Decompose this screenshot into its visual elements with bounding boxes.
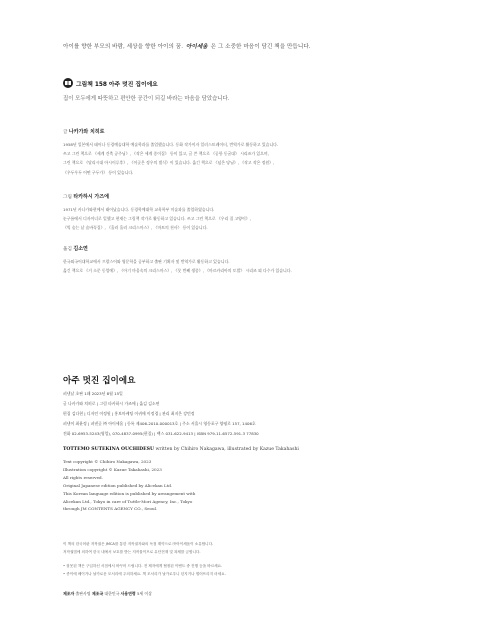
author-bio-line: 《우두우두 어떤 구두가》 등이 있습니다. xyxy=(63,169,134,175)
korean-rights-notice xyxy=(63,541,213,557)
author-bio-line: 쓰고 그린 책으로 《세계 건축 공주님》, 《작은 세계 종이집》 등이 있고, 글 쓴 책으로 《공항 동굴대》 시리즈가 있으며, xyxy=(63,151,269,157)
translator-bio-line: 한국외국어대학교에서 프랑스어와 영문학을 공부하고 출판 기획자 및 번역가로 활동하고 있습니다. xyxy=(63,259,230,264)
slogan-after: 은 그 소중한 마음이 담긴 책을 만듭니다. xyxy=(210,44,311,50)
country-value: 대한민국 xyxy=(104,591,120,596)
illustrator-heading xyxy=(63,193,109,200)
copyright-line: Alicekan Ltd., Tokyo in care of Tuttle-Mori Agency, Inc., Tokyo xyxy=(63,498,193,504)
credits-line: 글 나카가와 치히로 | 그림 타카하시 가즈에 | 옮김 김소연 xyxy=(63,401,160,406)
copyright-line: All rights reserved. xyxy=(63,474,103,480)
series-badge-icon xyxy=(63,78,73,88)
illustrator-bio-line: 1971년 카나가와현에서 태어났습니다. 동경학예대학 교육학부 미술과를 졸업하였습니다. xyxy=(63,207,215,212)
note-line: • 종이에 베이거나 날카로운 모서리에 주의하세요. 책 모서리가 날카로우니 던지거나 떨어뜨리지 마세요. xyxy=(63,571,226,576)
rights-line: 저작권법에 의하여 한국 내에서 보호를 받는 저작물이므로 무단전재 및 복제를 금합니다. xyxy=(63,549,201,554)
copyright-line: through JM CONTENTS AGENCY CO., Seoul. xyxy=(63,506,158,512)
translator-bio xyxy=(63,257,292,275)
original-title: TOTTEMO SUTEKINA OUCHIDESU xyxy=(63,447,154,452)
illustrator-bio xyxy=(63,205,251,233)
original-title-line xyxy=(63,447,299,452)
maker-value: 출판사명 xyxy=(75,591,91,596)
illustrator-bio-line: 《빅 숨는 날 숨바꼭질》, 《흘러 흘러 크리스마스》, 《마트의 천사》 등이 있습니다. xyxy=(63,225,208,231)
country-label: 제조국 xyxy=(91,591,104,596)
publisher-logo: 아이세움 xyxy=(185,44,208,50)
copyright-line: Text copyright © Chihiro Nakagawa, 2023 xyxy=(63,459,152,464)
series-title: 그림책 158 아주 멋진 집이에요 xyxy=(76,81,158,88)
author-bio xyxy=(63,140,278,177)
safety-notes xyxy=(63,563,226,578)
copyright-line: This Korean language edition is published by arrangement with xyxy=(63,490,196,496)
imprint-slogan xyxy=(63,42,311,50)
rights-line: 이 책의 한국어판 저작권은 JMCA를 통한 저작권자와의 독점 계약으로 ㈜아이세움이 소유합니다. xyxy=(63,542,214,546)
illustrator-name: 타카하시 가즈에 xyxy=(73,194,109,200)
series-description: 집이 모두에게 따뜻하고 편안한 공간이 되길 바라는 마음을 담았습니다. xyxy=(63,96,230,102)
copyright-line: Original Japanese edition published by Alicekan Ltd. xyxy=(63,482,173,488)
translator-role: 옮김 xyxy=(63,247,72,252)
original-byline: written by Chihiro Nakagawa, illustrated by Kazue Takahashi xyxy=(154,447,299,452)
publisher-line: 펴낸이 최윤정 | 펴낸곳 ㈜ 아이세움 | 등록 제406-2010-000013호 | 주소 서울시 영등포구 양평로 157, 1406호 xyxy=(63,421,256,426)
age-value: 5세 이상 xyxy=(136,591,152,596)
translator-heading xyxy=(63,245,88,252)
product-info xyxy=(63,591,152,597)
series-heading xyxy=(63,78,158,88)
book-title: 아주 멋진 집이에요 xyxy=(63,376,136,386)
author-heading xyxy=(63,128,104,135)
editors-line: 편집 김다현 | 디자인 이정원 | 홍보마케팅 이귀애 이정경 | 관리 최지은 강민정 xyxy=(63,411,195,416)
author-role: 글 xyxy=(63,130,68,135)
slogan-before: 아이를 향한 부모의 바람, 세상을 향한 아이의 꿈. xyxy=(63,44,184,50)
author-name: 나카가와 치히로 xyxy=(68,129,105,135)
illustrator-role: 그림 xyxy=(63,195,72,200)
age-label: 사용연령 xyxy=(120,591,136,596)
edition-line: 펴낸날 초판 1쇄 2023년 8월 15일 xyxy=(63,391,123,396)
illustrator-bio-line: 눈구름에서 디자이너로 일했고 현재는 그림책 작가로 활동하고 있습니다. 쓰고 그린 책으로 《우리 집 고양이》, xyxy=(63,216,251,222)
contact-line: 전화 02-6953-5243(영업), 070-4837-0995(편집) | 팩스 031-622-9413 | ISBN 979-11-6572-591-3 77830 xyxy=(63,431,259,436)
translator-name: 김소연 xyxy=(73,246,88,252)
maker-label: 제조자 xyxy=(63,591,75,596)
author-bio-line: 1958년 일본에서 태어나 동경예술대학 예술학과를 졸업했습니다. 동화 작가이자 일러스트레이터, 번역가로 활동하고 있습니다. xyxy=(63,142,279,147)
translator-bio-line: 옮긴 책으로 《거 소문 동업에》, 《아기 마음속의 크리스마스》, 《못 번째 생종》, 《마르카리아의 토발》 시리즈 외 다수가 있습니다. xyxy=(63,268,292,274)
copyright-block xyxy=(63,458,195,513)
copyright-line: Illustration copyright © Kazue Takahashi, 2023 xyxy=(63,466,162,472)
author-bio-line: 그린 책으로 《달리시대 아시이루후》, 《이곳은 정우의 별식》이 있습니다. 옮긴 책으로 《넘은 당님》, 《작고 작은 정원》, xyxy=(63,160,275,166)
note-line: • 잘못된 책은 구입하신 서점에서 바꾸어 드립니다. 전 제자에게 협정된 이벤트 중 진행 등을 바르세요. xyxy=(63,564,223,568)
